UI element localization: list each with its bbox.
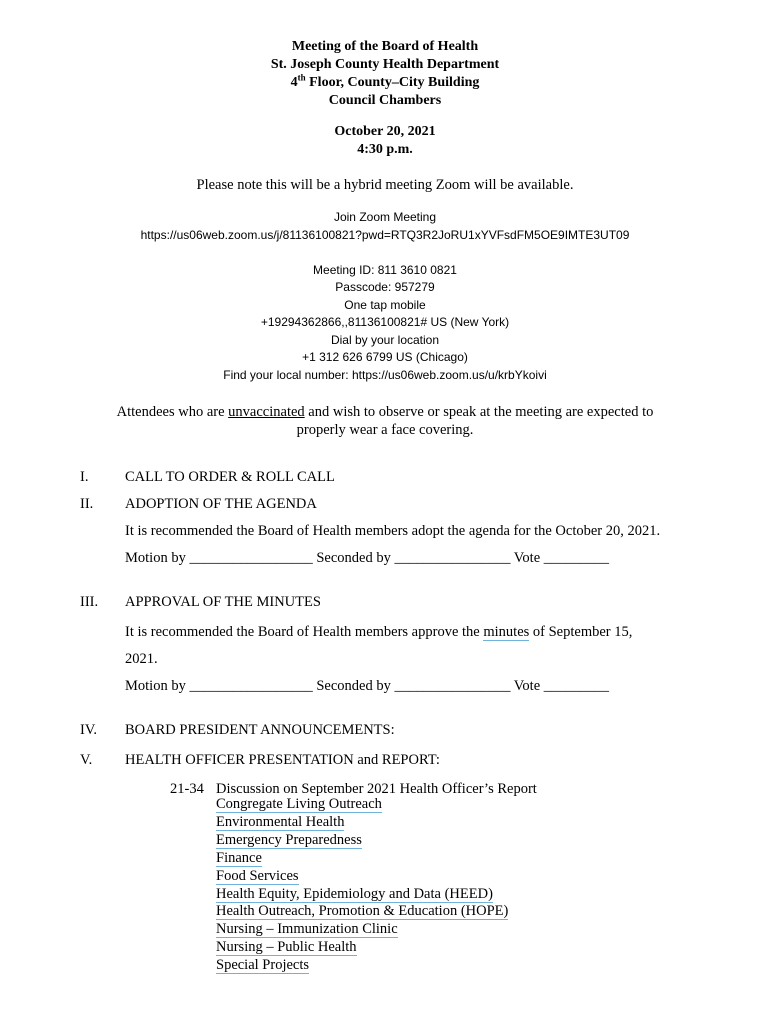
report-link-item[interactable]: Health Outreach, Promotion & Education (HOPE) (216, 903, 509, 920)
agenda-item-number: II. (80, 496, 94, 512)
attendees-notice: Attendees who are unvaccinated and wish to observe or speak at the meeting are expected to (116, 404, 654, 420)
zoom-join-label: Join Zoom Meeting (333, 210, 437, 224)
report-link-item[interactable]: Finance (216, 849, 262, 866)
meeting-date: October 20, 2021 (334, 124, 436, 139)
room-name: Council Chambers (328, 93, 442, 108)
attendees-notice-line2: properly wear a face covering. (296, 422, 474, 438)
motion-line: Motion by _________________ Seconded by ________________ Vote _________ (125, 678, 610, 694)
report-link-item[interactable]: Emergency Preparedness (216, 831, 362, 848)
agenda-item-title: HEALTH OFFICER PRESENTATION and REPORT: (125, 752, 440, 768)
department-name: St. Joseph County Health Department (270, 57, 500, 72)
agenda-item-title: ADOPTION OF THE AGENDA (125, 496, 317, 512)
agenda-recommendation: It is recommended the Board of Health members approve the minutes of September 15, (125, 624, 633, 640)
agenda-item-number: III. (80, 594, 99, 610)
zoom-local-number: Find your local number: https://us06web.zoom.us/u/krbYkoivi (223, 368, 547, 382)
zoom-passcode: Passcode: 957279 (335, 280, 435, 294)
agenda-item-title: APPROVAL OF THE MINUTES (125, 594, 321, 610)
meeting-time: 4:30 p.m. (357, 142, 413, 157)
zoom-one-tap-label: One tap mobile (344, 298, 426, 312)
meeting-title: Meeting of the Board of Health (291, 39, 479, 54)
agenda-item-title: BOARD PRESIDENT ANNOUNCEMENTS: (125, 722, 395, 738)
minutes-link[interactable]: minutes (483, 624, 530, 640)
zoom-dial-label: Dial by your location (330, 333, 440, 347)
motion-line: Motion by _________________ Seconded by ________________ Vote _________ (125, 550, 610, 566)
report-links-list (216, 796, 508, 975)
report-link-item[interactable]: Nursing – Public Health (216, 939, 357, 956)
zoom-dial-number: +1 312 626 6799 US (Chicago) (302, 350, 468, 364)
agenda-item-number: IV. (80, 722, 98, 738)
report-link-item[interactable]: Congregate Living Outreach (216, 796, 382, 812)
sub-item-number: 21-34 (170, 781, 204, 797)
report-link-item[interactable]: Special Projects (216, 957, 310, 974)
zoom-url[interactable]: https://us06web.zoom.us/j/81136100821?pwd=RTQ3R2JoRU1xYVFsdFM5OE9IMTE3UT09 (140, 228, 630, 242)
hybrid-note: Please note this will be a hybrid meeting Zoom will be available. (196, 177, 574, 193)
zoom-meeting-id: Meeting ID: 811 3610 0821 (313, 263, 457, 277)
building-location: 4th Floor, County–City Building (290, 72, 480, 90)
agenda-item-number: I. (80, 469, 89, 485)
report-link-item[interactable]: Health Equity, Epidemiology and Data (HEED) (216, 885, 493, 902)
zoom-one-tap-number: +19294362866,,81136100821# US (New York) (260, 315, 510, 329)
report-link-item[interactable]: Environmental Health (216, 813, 345, 830)
report-link-item[interactable]: Food Services (216, 867, 299, 884)
sub-item-title: Discussion on September 2021 Health Officer’s Report (216, 781, 537, 797)
agenda-item-number: V. (80, 752, 93, 768)
agenda-recommendation: It is recommended the Board of Health members adopt the agenda for the October 20, 2021. (125, 523, 661, 539)
agenda-item-title: CALL TO ORDER & ROLL CALL (125, 469, 335, 485)
agenda-recommendation-line2: 2021. (125, 651, 158, 667)
report-link-item[interactable]: Nursing – Immunization Clinic (216, 921, 398, 938)
